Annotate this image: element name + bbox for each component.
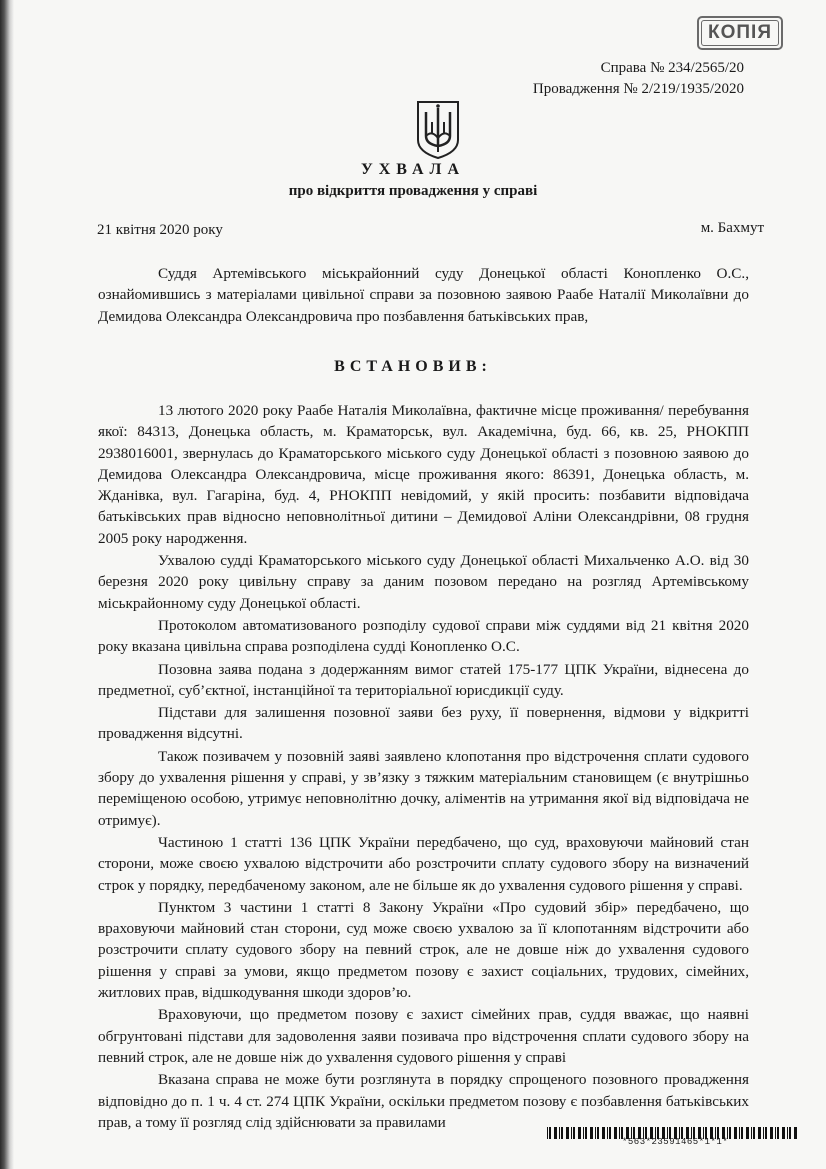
copy-stamp-label: КОПІЯ <box>701 20 779 46</box>
paragraph: Позовна заява подана з додержанням вимог статей 175-177 ЦПК України, віднесена до предметної, суб’єктної, інстанційної та територіальної юрисдикції суду. <box>98 660 749 699</box>
barcode-text: *563*23591465*1*1* <box>622 1137 729 1147</box>
intro-text: Суддя Артемівського міськрайонний суду Донецької області Коноплeнко О.С., ознайомившись з матеріалами цивільної справи за позовною заявою Раабе Наталії Миколаївни до Демидова Олександра Олександровича про позбавлення батьківських прав, <box>98 265 749 325</box>
paragraph: Частиною 1 статті 136 ЦПК України передбачено, що суд, враховуючи майновий стан сторони, може своєю ухвалою відстрочити або розстрочити сплату судового збору на визначений строк у порядку, передбаченому законом, але не більше як до ухвалення судового рішення у справі. <box>98 833 749 894</box>
body-text <box>98 400 749 1134</box>
paragraph: Підстави для залишення позовної заяви без руху, її повернення, відмови у відкритті провадження відсутні. <box>98 704 749 743</box>
document-city: м. Бахмут <box>700 220 764 236</box>
case-number: Справа № 234/2565/20 <box>600 60 744 76</box>
trident-coat-of-arms-icon <box>416 100 460 160</box>
intro-paragraph <box>98 263 749 327</box>
paragraph: Протоколом автоматизованого розподілу судової справи між суддями від 21 квітня 2020 року вказана цивільна справа розподілена судді Коноплeнко О.С. <box>98 616 749 656</box>
paragraph: Також позивачем у позовній заяві заявлено клопотання про відстрочення сплати судового збору до ухвалення рішення у справі, у зв’язку з тяжким матеріальним становищем (є внутрішньо переміщеною особою, утримує неповнолітню дочку, аліментів на утримання якої від відповідача не отримує). <box>98 747 749 829</box>
paragraph: Пунктом 3 частини 1 статті 8 Закону України «Про судовий збір» передбачено, що враховуючи майновий стан сторони, суд може своєю ухвалою за її клопотанням відстрочити або розстрочити сплату судового збору на певний строк, але не довше ніж до ухвалення судового рішення у справі за умови, якщо предметом позову є захист соціальних, трудових, сімейних, житлових прав, відшкодування шкоди здоров’ю. <box>98 898 749 1002</box>
case-info <box>533 58 744 100</box>
copy-stamp <box>697 16 783 50</box>
document-date: 21 квітня 2020 року <box>97 222 223 238</box>
proceeding-number: Провадження № 2/219/1935/2020 <box>532 81 744 97</box>
document-title: УХВАЛА <box>361 161 465 178</box>
document-subtitle: про відкриття провадження у справі <box>288 183 538 199</box>
paragraph: 13 лютого 2020 року Раабе Наталія Миколаївна, фактичне місце проживання/ перебування якої: 84313, Донецька область, м. Краматорськ, вул. Академічна, буд. 66, кв. 25, РНОКПП 2938016001, звернулась до Краматорського міського суду Донецької області з позовною заявою до Демидова Олександра Олександровича, місце проживання якого: 86391, Донецька область, м. Жданівка, вул. Гагаріна, буд. 4, РНОКПП невідомий, у якій просить: позбавити відповідача батьківських прав відносно неповнолітньої дитини – Демидової Аліни Олександрівни, 08 грудня 2005 року народження. <box>98 402 749 547</box>
paragraph: Ухвалою судді Краматорського міського суду Донецької області Михальченко А.О. від 30 березня 2020 року цивільну справу за даним позовом передано на розгляд Артемівському міськрайонному суду Донецької області. <box>98 552 749 612</box>
paragraph: Вказана справа не може бути розглянута в порядку спрощеного позовного провадження відповідно до п. 1 ч. 4 ст. 274 ЦПК України, оскільки предметом позову є позбавлення батьківських прав, а тому її розгляд слід здійснювати за правилами <box>98 1071 749 1131</box>
section-heading: ВСТАНОВИВ: <box>334 358 492 375</box>
paragraph: Враховуючи, що предметом позову є захист сімейних прав, суддя вважає, що наявні обгрунтовані підстави для задоволення заяви позивача про відстрочення сплати судового збору на певний строк, але не довше ніж до ухвалення судового рішення у справі <box>98 1006 749 1066</box>
